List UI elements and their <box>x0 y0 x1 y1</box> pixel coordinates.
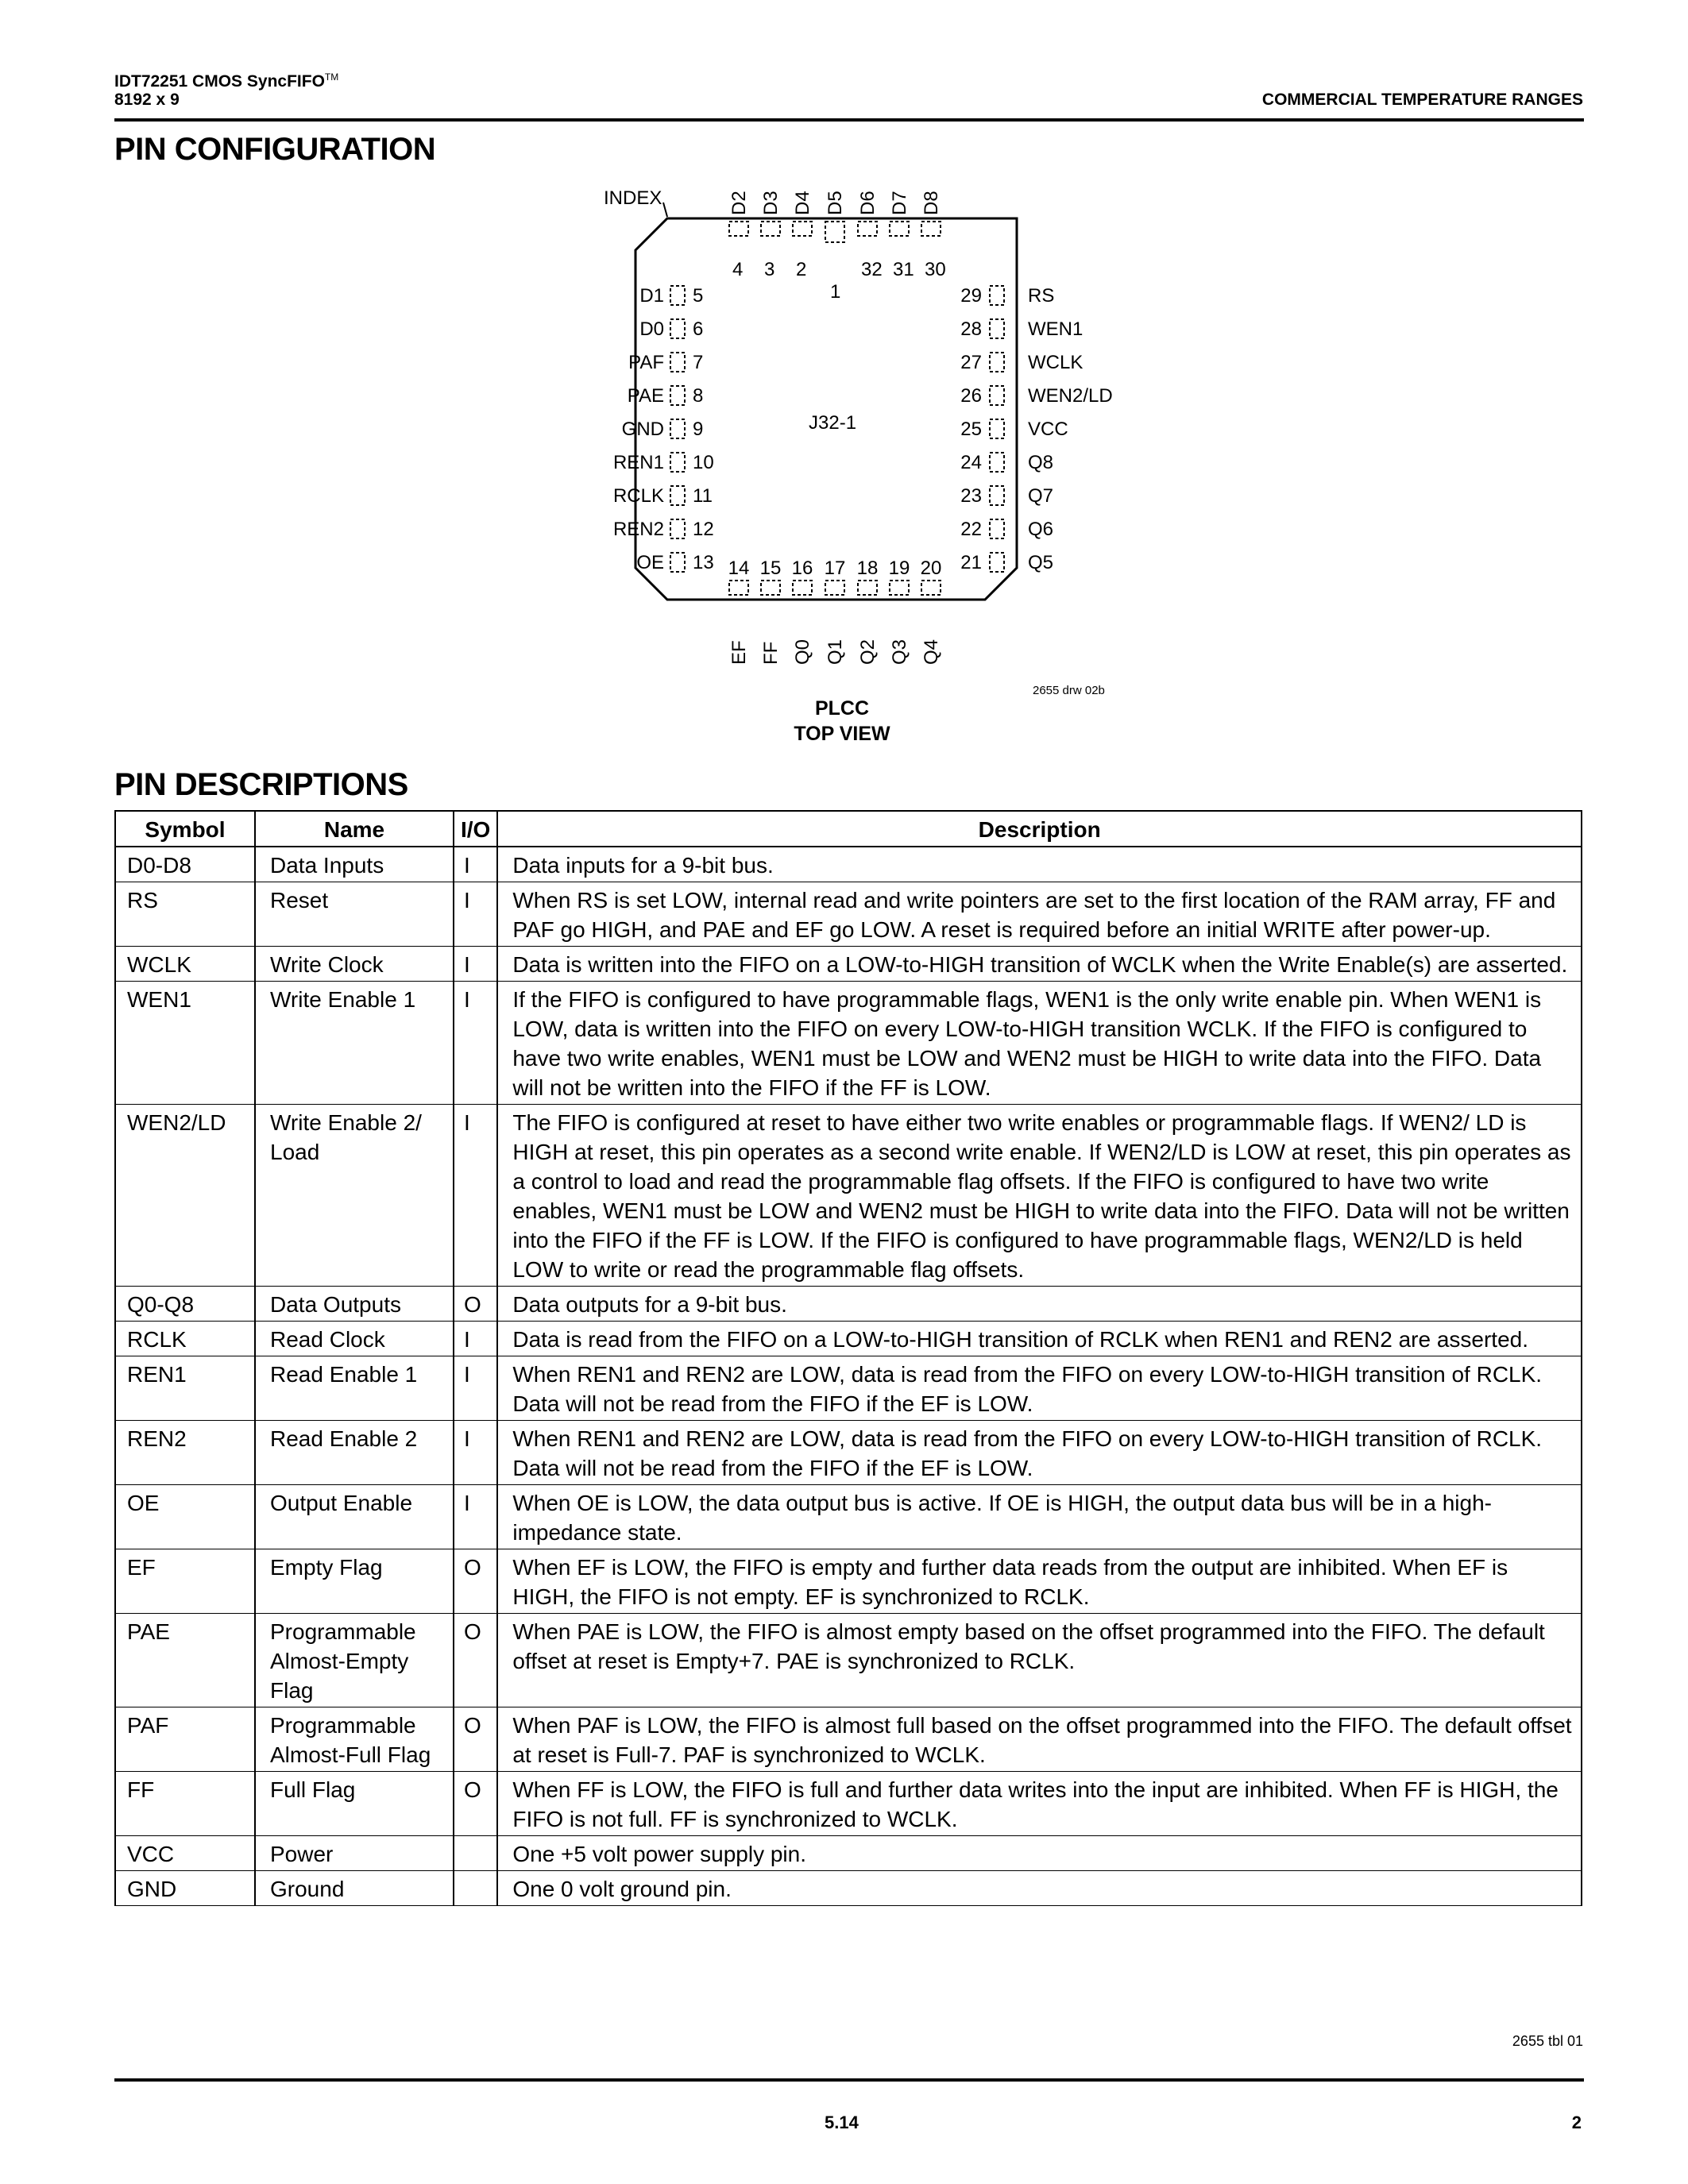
pin-pad <box>670 486 685 505</box>
pin-description: Data inputs for a 9-bit bus. <box>497 847 1582 882</box>
pin-io: I <box>454 982 497 1105</box>
pin-pad <box>793 581 812 595</box>
pin-name: Write Clock <box>255 947 454 982</box>
pin-label: Q3 <box>889 639 910 665</box>
trademark: TM <box>324 71 339 83</box>
pin-symbol: WEN2/LD <box>115 1105 255 1287</box>
pin-pad <box>890 581 909 595</box>
pin-name: Empty Flag <box>255 1549 454 1614</box>
pin-name: Write Enable 1 <box>255 982 454 1105</box>
pin-number: 10 <box>693 452 714 473</box>
pin-label: OE <box>636 552 664 573</box>
pin-label: RS <box>1028 285 1055 307</box>
pin-description: Data is written into the FIFO on a LOW-to-HIGH transition of WCLK when the Write Enable(s) are asserted. <box>497 947 1582 982</box>
pin-label: Q5 <box>1028 552 1054 573</box>
package-id: J32-1 <box>809 412 857 434</box>
pin-label: Q0 <box>792 639 813 665</box>
pin-number: 24 <box>960 452 982 473</box>
pin-number: 17 <box>824 558 846 579</box>
table-row <box>115 1287 1582 1322</box>
index-pointer <box>663 203 667 217</box>
pin-label: D6 <box>857 191 879 215</box>
pin-symbol: FF <box>115 1772 255 1836</box>
pin-pad <box>761 222 780 236</box>
table-row <box>115 1614 1582 1707</box>
pin-name: Read Clock <box>255 1322 454 1356</box>
pin-description: When FF is LOW, the FIFO is full and further data writes into the input are inhibited. When FF is HIGH, the FIFO is not full. FF is synchronized to WCLK. <box>497 1772 1582 1836</box>
pin-number: 9 <box>693 419 704 440</box>
pin-number: 12 <box>693 519 714 540</box>
plcc-package <box>604 187 1113 695</box>
pin-label: Q6 <box>1028 519 1054 540</box>
pin-label: Q2 <box>857 639 879 665</box>
pin-label: Q4 <box>921 639 942 665</box>
table-row <box>115 1356 1582 1421</box>
pin-number: 23 <box>960 485 982 507</box>
pin-pad <box>858 581 877 595</box>
header-rule <box>114 118 1584 122</box>
pin-pad <box>670 553 685 572</box>
pin-io: I <box>454 1421 497 1485</box>
pin-pad <box>729 222 748 236</box>
table-row <box>115 1549 1582 1614</box>
pin-description: When PAF is LOW, the FIFO is almost full based on the offset programmed into the FIFO. The default offset at reset is Full-7. PAF is synchronized to WCLK. <box>497 1707 1582 1772</box>
pin-label: D4 <box>792 191 813 215</box>
pin-io: I <box>454 847 497 882</box>
header-product: IDT72251 CMOS SyncFIFO™ <box>114 71 339 91</box>
pin-number: 31 <box>893 259 914 280</box>
table-ref: 2655 tbl 01 <box>1512 2033 1583 2049</box>
pin-name: Power <box>255 1836 454 1871</box>
pin-pad <box>670 386 685 405</box>
pin-pad <box>858 222 877 236</box>
pin-symbol: REN2 <box>115 1421 255 1485</box>
pin-pad <box>670 519 685 538</box>
pin-pad <box>990 419 1004 438</box>
pin-number: 11 <box>693 485 713 507</box>
pin-io: O <box>454 1707 497 1772</box>
pin-label: WCLK <box>1028 352 1083 373</box>
pin-description: Data outputs for a 9-bit bus. <box>497 1287 1582 1322</box>
header-range: COMMERCIAL TEMPERATURE RANGES <box>1261 91 1583 109</box>
package-outline <box>635 218 1017 600</box>
footer-section: 5.14 <box>825 2113 859 2132</box>
pin-symbol: RCLK <box>115 1322 255 1356</box>
pin-label: WEN1 <box>1028 318 1083 340</box>
pin-description: When PAE is LOW, the FIFO is almost empty based on the offset programmed into the FIFO. The default offset at reset is Empty+7. PAE is synchronized to RCLK. <box>497 1614 1582 1707</box>
pin-pad <box>729 581 748 595</box>
pin-pad <box>825 222 844 242</box>
pin-number: 1 <box>830 281 841 303</box>
pin-name: Ground <box>255 1871 454 1906</box>
pin-pad <box>921 222 941 236</box>
pin-pad <box>670 319 685 338</box>
table-body <box>115 847 1582 1906</box>
pin-pad <box>761 581 780 595</box>
pin-description: When REN1 and REN2 are LOW, data is read from the FIFO on every LOW-to-HIGH transition of RCLK. Data will not be read from the FIFO if the EF is LOW. <box>497 1421 1582 1485</box>
table-row <box>115 1772 1582 1836</box>
pin-label: EF <box>728 640 750 665</box>
col-description: Description <box>497 811 1582 847</box>
header-organization: 8192 x 9 <box>114 91 180 109</box>
pin-number: 5 <box>693 285 704 307</box>
pin-label: GND <box>621 419 664 440</box>
pin-description: The FIFO is configured at reset to have either two write enables or programmable flags. If WEN2/ LD is HIGH at reset, this pin operates as a second write enable. If WEN2/LD is LOW at reset, this pin operates as a control to load and read the programmable flag offsets. If the FIFO is configured to have two write enables, WEN1 must be LOW and WEN2 must be HIGH to write data into the FIFO. Data will not be written into the FIFO if the FF is LOW. If the FIFO is configured to have programmable flags, WEN2/LD is held LOW to write or read the programmable flag offsets. <box>497 1105 1582 1287</box>
pin-symbol: PAF <box>115 1707 255 1772</box>
pin-io: I <box>454 947 497 982</box>
table-header-row <box>115 811 1582 847</box>
pin-description: One +5 volt power supply pin. <box>497 1836 1582 1871</box>
pin-label: PAF <box>628 352 664 373</box>
pin-description: When REN1 and REN2 are LOW, data is read from the FIFO on every LOW-to-HIGH transition of RCLK. Data will not be read from the FIFO if the EF is LOW. <box>497 1356 1582 1421</box>
table-row <box>115 1707 1582 1772</box>
pin-label: D8 <box>921 191 942 215</box>
pin-number: 25 <box>960 419 982 440</box>
pin-number: 6 <box>693 318 704 340</box>
pin-label: WEN2/LD <box>1028 385 1113 407</box>
pin-description: One 0 volt ground pin. <box>497 1871 1582 1906</box>
pin-symbol: Q0-Q8 <box>115 1287 255 1322</box>
pin-pad <box>670 453 685 472</box>
pin-pad <box>670 286 685 305</box>
pin-name: Data Outputs <box>255 1287 454 1322</box>
pin-number: 2 <box>796 259 807 280</box>
pin-number: 28 <box>960 318 982 340</box>
pin-pad <box>670 353 685 372</box>
pin-description: Data is read from the FIFO on a LOW-to-HIGH transition of RCLK when REN1 and REN2 are asserted. <box>497 1322 1582 1356</box>
drawing-ref: 2655 drw 02b <box>1033 684 1105 695</box>
pin-name: Read Enable 2 <box>255 1421 454 1485</box>
pin-number: 16 <box>791 558 813 579</box>
pin-desc-title: PIN DESCRIPTIONS <box>114 767 408 802</box>
pin-label: Q1 <box>825 639 846 665</box>
pin-pad <box>990 519 1004 538</box>
pin-description: When EF is LOW, the FIFO is empty and further data reads from the output are inhibited. When EF is HIGH, the FIFO is not empty. EF is synchronized to RCLK. <box>497 1549 1582 1614</box>
pin-io <box>454 1871 497 1906</box>
table-row <box>115 882 1582 947</box>
pin-io <box>454 1836 497 1871</box>
col-name: Name <box>255 811 454 847</box>
pin-description: When OE is LOW, the data output bus is active. If OE is HIGH, the output data bus will be in a high-impedance state. <box>497 1485 1582 1549</box>
index-label: INDEX <box>604 187 662 209</box>
table-row <box>115 847 1582 882</box>
pin-pad <box>990 286 1004 305</box>
pin-label: D0 <box>639 318 664 340</box>
footer-rule <box>114 2078 1584 2082</box>
pin-name: Full Flag <box>255 1772 454 1836</box>
pin-pad <box>990 453 1004 472</box>
pin-io: I <box>454 1105 497 1287</box>
pin-number: 26 <box>960 385 982 407</box>
pin-label: D5 <box>825 191 846 215</box>
pin-number: 3 <box>764 259 775 280</box>
pin-io: I <box>454 1322 497 1356</box>
pin-number: 7 <box>693 352 704 373</box>
table-row <box>115 982 1582 1105</box>
plcc-pinout-diagram <box>588 187 1128 695</box>
table-row <box>115 1105 1582 1287</box>
pin-number: 30 <box>925 259 946 280</box>
pin-label: D1 <box>639 285 664 307</box>
pin-number: 20 <box>920 558 942 579</box>
pin-io: O <box>454 1772 497 1836</box>
table-row <box>115 1421 1582 1485</box>
pin-name: Programmable Almost-Empty Flag <box>255 1614 454 1707</box>
pin-number: 4 <box>732 259 744 280</box>
package-caption-line2: TOP VIEW <box>794 723 890 745</box>
pin-symbol: WCLK <box>115 947 255 982</box>
pin-number: 15 <box>759 558 782 579</box>
pin-description-table <box>114 810 1582 1906</box>
table-row <box>115 1836 1582 1871</box>
pin-io: I <box>454 1485 497 1549</box>
pin-description: When RS is set LOW, internal read and write pointers are set to the first location of the RAM array, FF and PAF go HIGH, and PAE and EF go LOW. A reset is required before an initial WRITE after power-up. <box>497 882 1582 947</box>
pin-symbol: REN1 <box>115 1356 255 1421</box>
pin-number: 21 <box>960 552 982 573</box>
pin-pad <box>990 553 1004 572</box>
pin-name: Read Enable 1 <box>255 1356 454 1421</box>
pin-label: REN2 <box>612 519 664 540</box>
package-caption-line1: PLCC <box>814 697 870 720</box>
pin-number: 22 <box>960 519 982 540</box>
pin-label: PAE <box>627 385 664 407</box>
pin-name: Write Enable 2/ Load <box>255 1105 454 1287</box>
pin-pad <box>990 353 1004 372</box>
pin-number: 8 <box>693 385 704 407</box>
table-row <box>115 947 1582 982</box>
pin-number: 19 <box>888 558 910 579</box>
pin-label: REN1 <box>612 452 664 473</box>
pin-number: 14 <box>728 558 750 579</box>
pin-label: Q7 <box>1028 485 1054 507</box>
table-row <box>115 1322 1582 1356</box>
pin-number: 32 <box>861 259 883 280</box>
pin-name: Programmable Almost-Full Flag <box>255 1707 454 1772</box>
pin-number: 29 <box>960 285 982 307</box>
table-row <box>115 1485 1582 1549</box>
table-row <box>115 1871 1582 1906</box>
pin-symbol: PAE <box>115 1614 255 1707</box>
pin-label: RCLK <box>612 485 664 507</box>
pin-symbol: WEN1 <box>115 982 255 1105</box>
pin-config-title: PIN CONFIGURATION <box>114 132 436 167</box>
pin-symbol: GND <box>115 1871 255 1906</box>
pin-label: D2 <box>728 191 750 215</box>
col-symbol: Symbol <box>115 811 255 847</box>
pin-symbol: RS <box>115 882 255 947</box>
pin-symbol: OE <box>115 1485 255 1549</box>
pin-pad <box>670 419 685 438</box>
pin-io: O <box>454 1614 497 1707</box>
pin-io: I <box>454 882 497 947</box>
pin-label: VCC <box>1028 419 1068 440</box>
pin-pad <box>990 486 1004 505</box>
pin-symbol: VCC <box>115 1836 255 1871</box>
pin-label: FF <box>760 641 782 665</box>
pin-name: Data Inputs <box>255 847 454 882</box>
pin-pad <box>990 319 1004 338</box>
pin-pad <box>890 222 909 236</box>
pin-symbol: D0-D8 <box>115 847 255 882</box>
col-io: I/O <box>454 811 497 847</box>
pin-pad <box>921 581 941 595</box>
pin-label: D7 <box>889 191 910 215</box>
pin-pad <box>990 386 1004 405</box>
pin-pad <box>793 222 812 236</box>
pin-pad <box>825 581 844 595</box>
pin-name: Output Enable <box>255 1485 454 1549</box>
pin-description: If the FIFO is configured to have programmable flags, WEN1 is the only write enable pin. When WEN1 is LOW, data is written into the FIFO on every LOW-to-HIGH transition WCLK. If the FIFO is configured to have two write enables, WEN1 must be LOW and WEN2 must be HIGH to write data into the FIFO. Data will not be written into the FIFO if the FF is LOW. <box>497 982 1582 1105</box>
footer-page-number: 2 <box>1571 2113 1582 2132</box>
pin-number: 27 <box>960 352 982 373</box>
pin-io: O <box>454 1287 497 1322</box>
pin-io: O <box>454 1549 497 1614</box>
pin-symbol: EF <box>115 1549 255 1614</box>
pin-io: I <box>454 1356 497 1421</box>
pin-number: 13 <box>693 552 714 573</box>
pin-name: Reset <box>255 882 454 947</box>
pin-number: 18 <box>856 558 879 579</box>
pin-label: D3 <box>760 191 782 215</box>
pin-label: Q8 <box>1028 452 1054 473</box>
